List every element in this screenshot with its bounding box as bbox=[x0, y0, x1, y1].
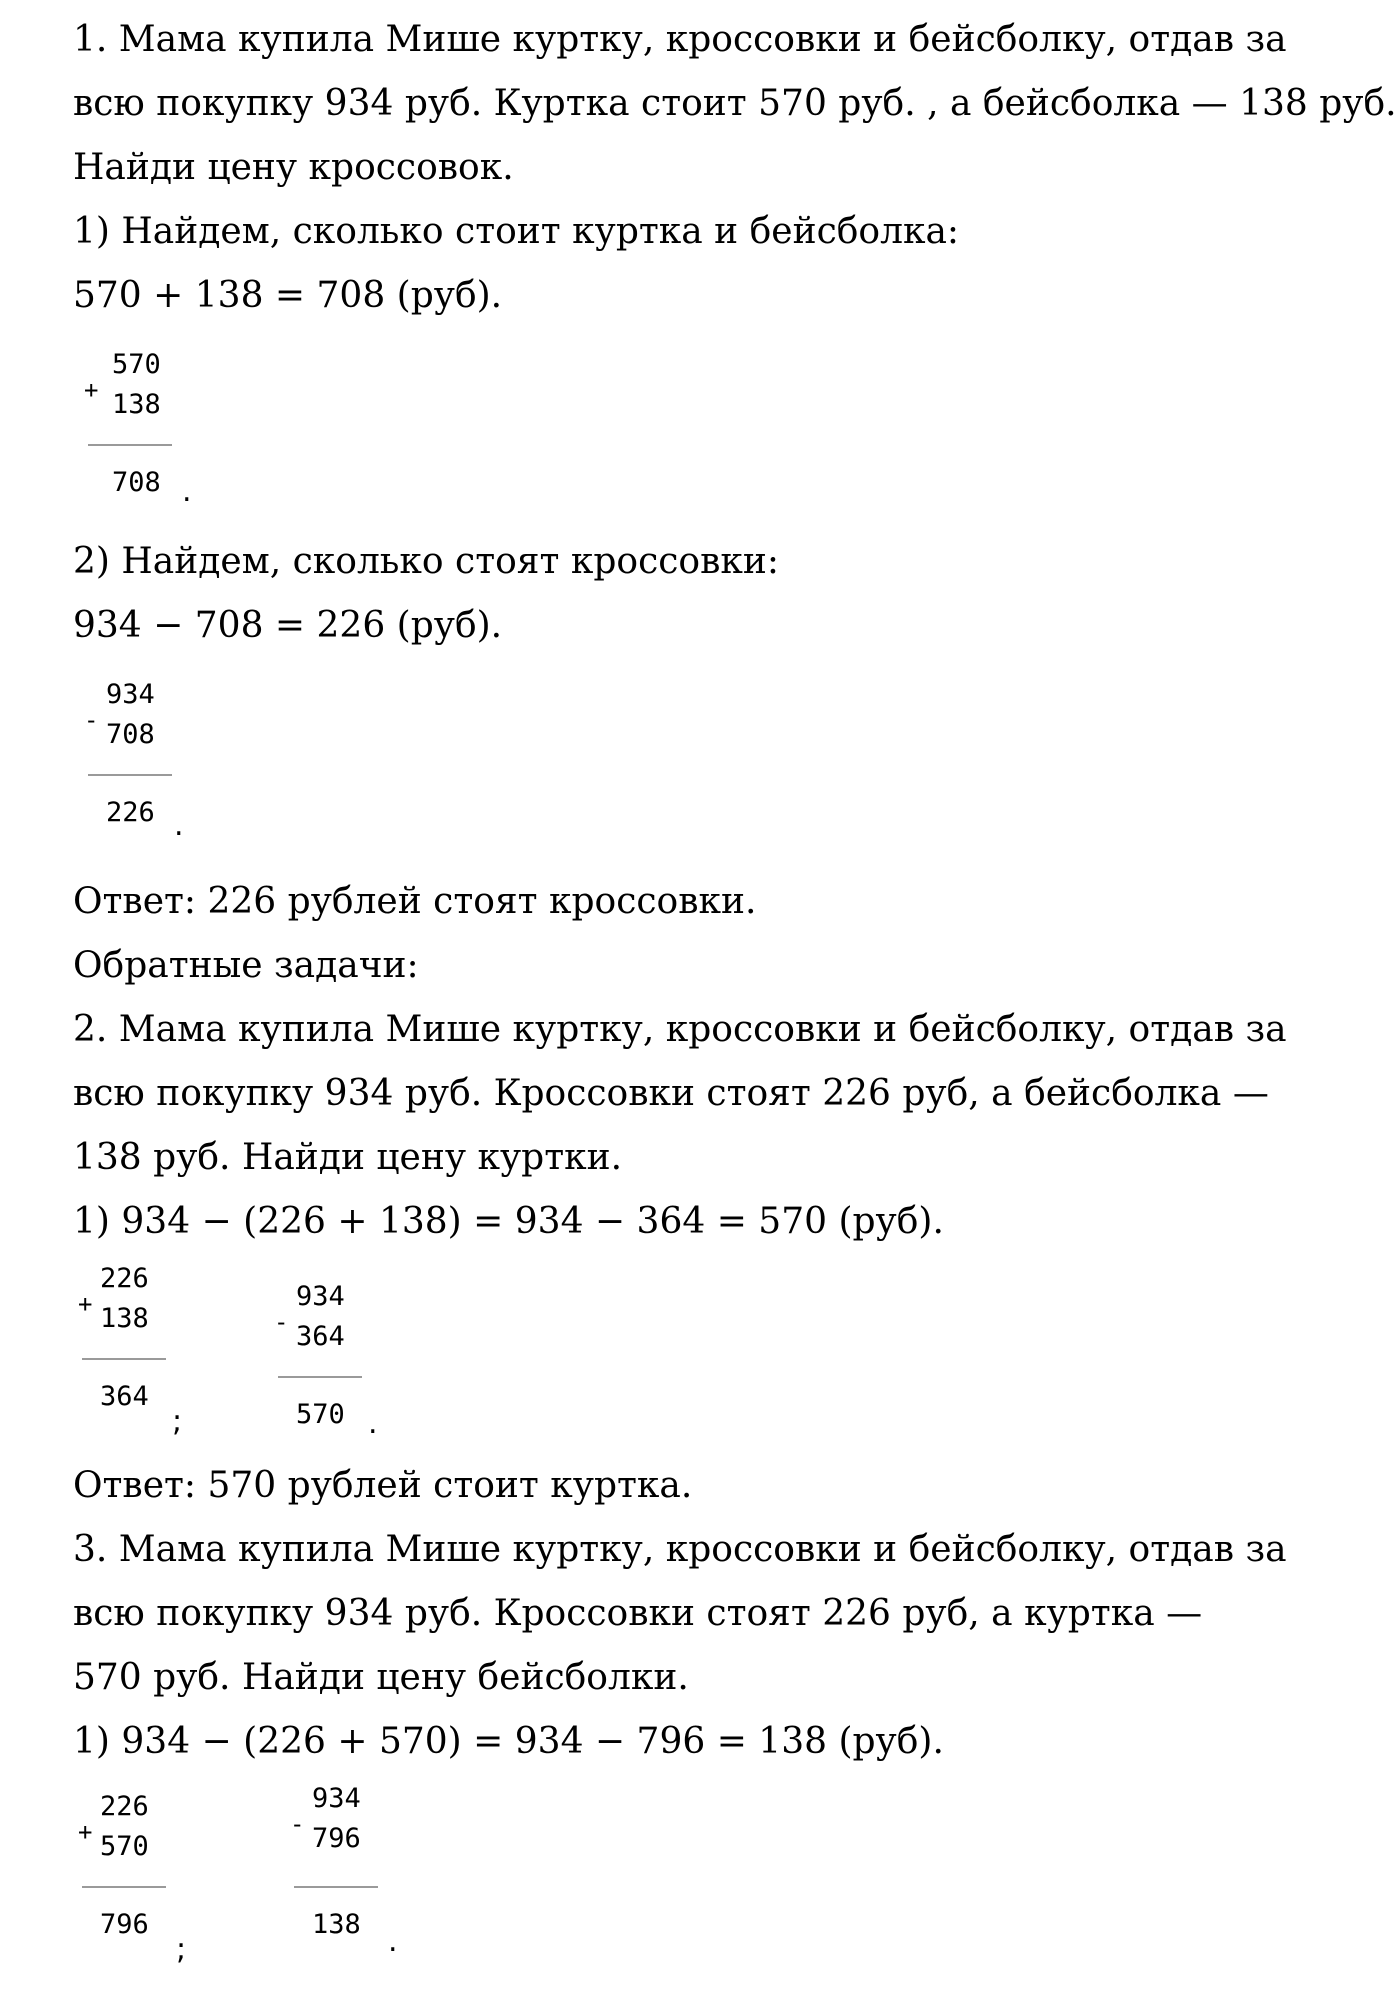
task1-answer: Ответ: 226 рублей стоят кроссовки. bbox=[73, 881, 757, 922]
task1-step1-label: 1) Найдем, сколько стоит куртка и бейсболка: bbox=[73, 211, 960, 252]
task3-statement-line-1: 3. Мама купила Мише куртку, кроссовки и бейсболку, отдав за bbox=[73, 1529, 1287, 1570]
minuend: 934 bbox=[312, 1783, 361, 1814]
task3-statement-line-3: 570 руб. Найди цену бейсболки. bbox=[73, 1657, 689, 1698]
end-mark: ; bbox=[176, 1932, 187, 1967]
subtrahend: 364 bbox=[296, 1321, 345, 1352]
sum-line bbox=[82, 1358, 166, 1360]
end-mark: . bbox=[388, 1924, 398, 1959]
addend-2: 570 bbox=[100, 1831, 149, 1862]
task3-statement-line-2: всю покупку 934 руб. Кроссовки стоят 226 руб, а куртка — bbox=[73, 1593, 1203, 1634]
task2-column-addition bbox=[78, 1264, 208, 1454]
subtrahend: 708 bbox=[106, 719, 155, 750]
minus-sign: - bbox=[274, 1308, 289, 1336]
task1-statement-line-1: 1. Мама купила Мише куртку, кроссовки и бейсболку, отдав за bbox=[73, 19, 1287, 60]
sum-line bbox=[82, 1886, 166, 1888]
sum-result: 708 bbox=[112, 467, 161, 498]
task1-step2-label: 2) Найдем, сколько стоят кроссовки: bbox=[73, 541, 779, 582]
addend-1: 570 bbox=[112, 349, 161, 380]
task3-column-addition bbox=[78, 1792, 208, 1982]
task1-step2-expression: 934 − 708 = 226 (руб). bbox=[73, 605, 503, 646]
sum-line bbox=[88, 444, 172, 446]
addend-1: 226 bbox=[100, 1791, 149, 1822]
sum-result: 796 bbox=[100, 1909, 149, 1940]
sum-result: 364 bbox=[100, 1381, 149, 1412]
task1-statement-line-2: всю покупку 934 руб. Куртка стоит 570 руб. , а бейсболка — 138 руб. bbox=[73, 83, 1397, 124]
addend-1: 226 bbox=[100, 1263, 149, 1294]
task1-column-subtraction bbox=[84, 680, 214, 850]
difference-result: 570 bbox=[296, 1399, 345, 1430]
plus-sign: + bbox=[78, 1290, 93, 1318]
task2-statement-line-2: всю покупку 934 руб. Кроссовки стоят 226 руб, а бейсболка — bbox=[73, 1073, 1269, 1114]
task2-column-subtraction bbox=[274, 1282, 404, 1452]
difference-result: 138 bbox=[312, 1909, 361, 1940]
difference-line bbox=[88, 774, 172, 776]
minus-sign: - bbox=[290, 1810, 305, 1838]
task1-statement-line-3: Найди цену кроссовок. bbox=[73, 147, 514, 188]
addend-2: 138 bbox=[112, 389, 161, 420]
task2-statement-line-3: 138 руб. Найди цену куртки. bbox=[73, 1137, 623, 1178]
plus-sign: + bbox=[78, 1818, 93, 1846]
subtrahend: 796 bbox=[312, 1823, 361, 1854]
end-mark: . bbox=[182, 474, 192, 509]
task2-statement-line-1: 2. Мама купила Мише куртку, кроссовки и бейсболку, отдав за bbox=[73, 1009, 1287, 1050]
task2-step1-expression: 1) 934 − (226 + 138) = 934 − 364 = 570 (руб). bbox=[73, 1201, 944, 1242]
difference-line bbox=[278, 1376, 362, 1378]
task2-answer: Ответ: 570 рублей стоит куртка. bbox=[73, 1465, 693, 1506]
difference-result: 226 bbox=[106, 797, 155, 828]
difference-line bbox=[294, 1886, 378, 1888]
inverse-tasks-heading: Обратные задачи: bbox=[73, 945, 419, 986]
addend-2: 138 bbox=[100, 1303, 149, 1334]
task3-step1-expression: 1) 934 − (226 + 570) = 934 − 796 = 138 (руб). bbox=[73, 1721, 944, 1762]
task1-column-addition bbox=[84, 350, 214, 520]
end-mark: . bbox=[174, 808, 184, 843]
end-mark: . bbox=[368, 1406, 378, 1441]
task1-step1-expression: 570 + 138 = 708 (руб). bbox=[73, 275, 503, 316]
task3-column-subtraction bbox=[290, 1784, 420, 1964]
minus-sign: - bbox=[84, 706, 99, 734]
minuend: 934 bbox=[106, 679, 155, 710]
end-mark: ; bbox=[172, 1404, 183, 1439]
minuend: 934 bbox=[296, 1281, 345, 1312]
plus-sign: + bbox=[84, 376, 99, 404]
